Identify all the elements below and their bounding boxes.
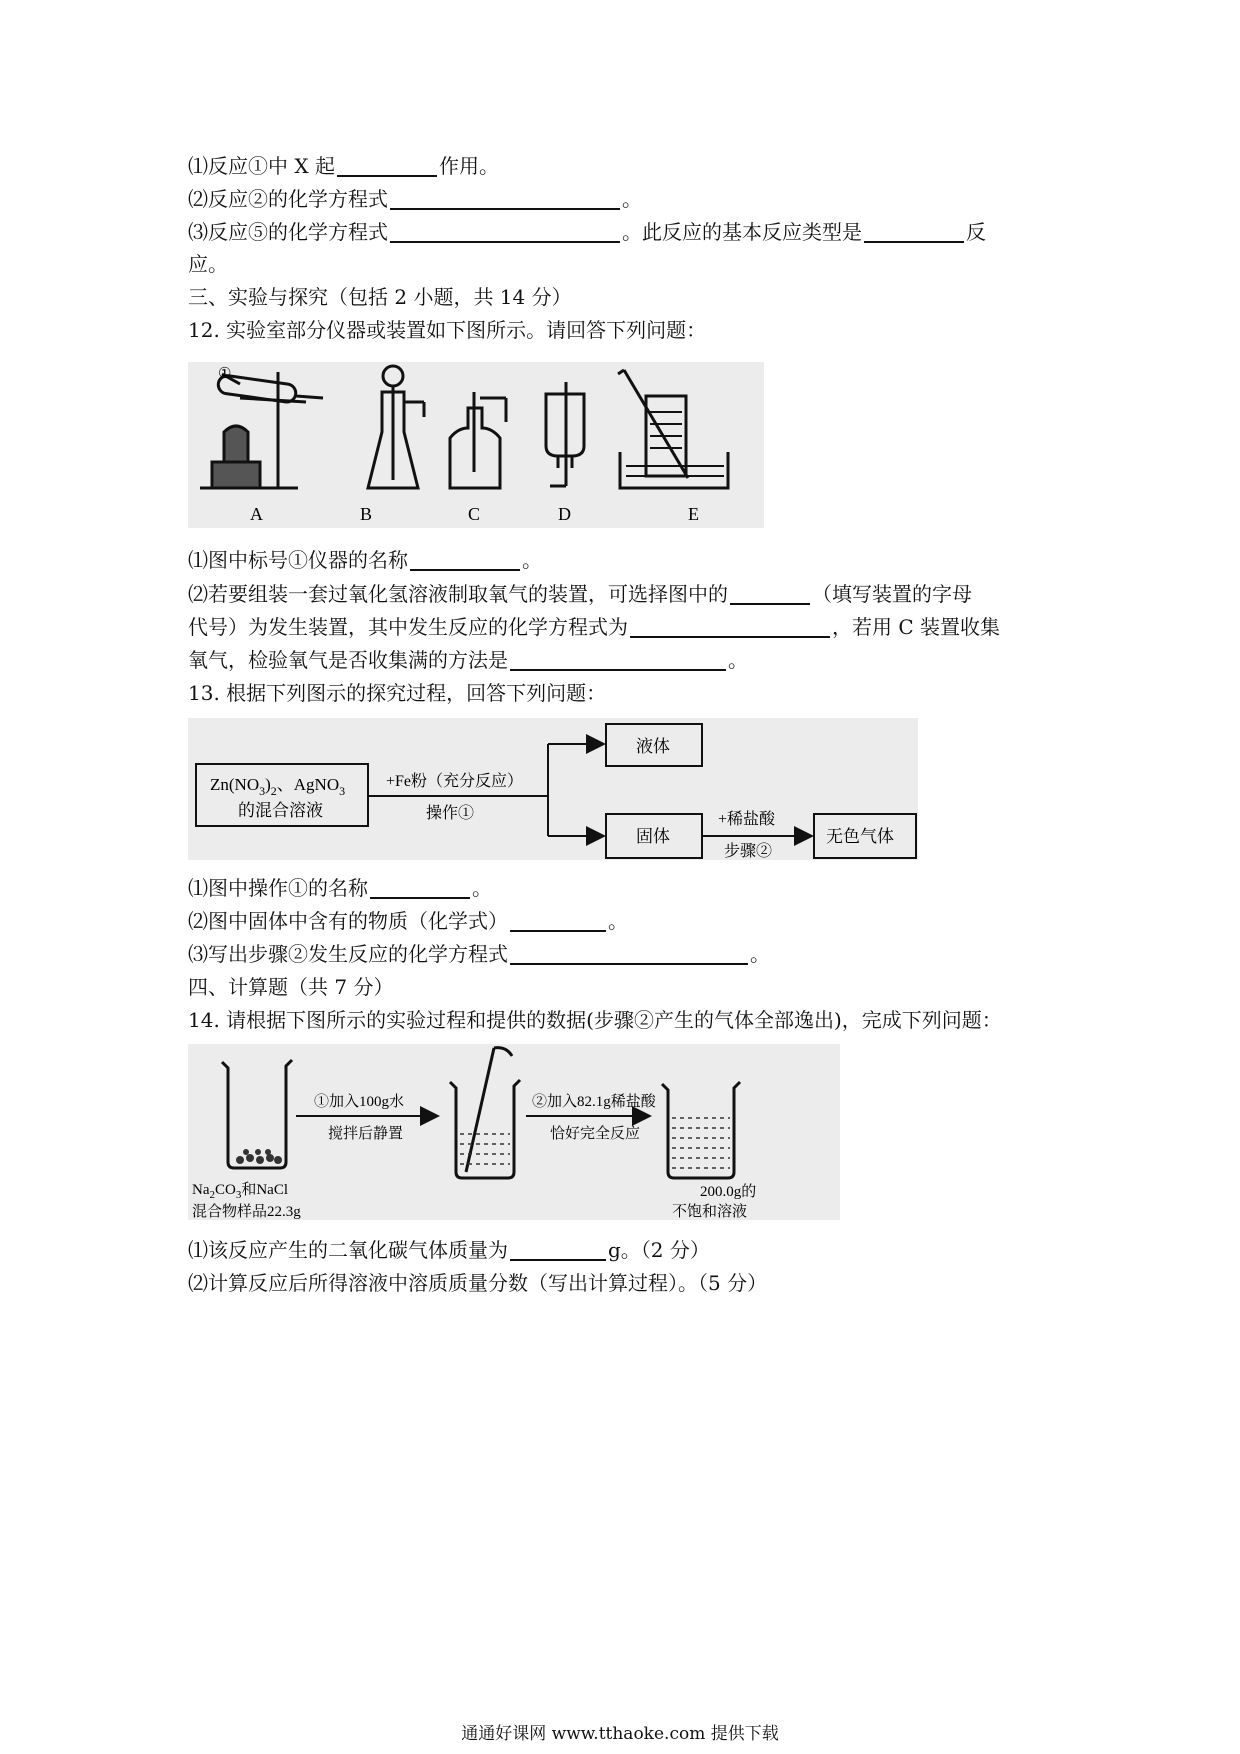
step2-label-bottom: 恰好完全反应 xyxy=(550,1126,641,1142)
q12-part1-end: 。 xyxy=(522,548,542,572)
label-a: A xyxy=(250,504,263,524)
q12-part2-text: ⑵若要组装一套过氧化氢溶液制取氧气的装置，可选择图中的 xyxy=(188,582,728,606)
q12-marker: ① xyxy=(218,366,232,382)
q14-part1-text: ⑴该反应产生的二氧化碳气体质量为 xyxy=(188,1238,508,1262)
q11-part1-end: 作用。 xyxy=(438,154,499,178)
start-box-line2: 的混合溶液 xyxy=(238,801,323,820)
q11-part3 xyxy=(188,216,1068,248)
q12-stem: 12. 实验室部分仪器或装置如下图所示。请回答下列问题： xyxy=(188,318,707,342)
answer-blank[interactable] xyxy=(510,908,606,932)
q12-part2-cont2 xyxy=(188,644,1068,676)
q11-part1 xyxy=(188,150,1068,182)
q12-part2-cont2-end: 。 xyxy=(728,648,748,672)
answer-blank[interactable] xyxy=(510,1237,606,1261)
step2-label-top: ②加入82.1g稀盐酸 xyxy=(532,1094,656,1110)
q14-stem: 14. 请根据下图所示的实验过程和提供的数据(步骤②产生的气体全部逸出)，完成下列问题： xyxy=(188,1008,1002,1032)
q14-part1 xyxy=(188,1234,1068,1266)
arrow2-label-bottom: 步骤② xyxy=(724,843,773,860)
q12-part2 xyxy=(188,578,1068,610)
q13-part3 xyxy=(188,938,1068,970)
gas-box-label: 无色气体 xyxy=(826,827,894,846)
q13-part2 xyxy=(188,905,1068,937)
q12-part2-cont xyxy=(188,611,1068,643)
page-footer: 通通好课网 www.tthaoke.com 提供下载 xyxy=(461,1724,779,1744)
q12-apparatus-figure xyxy=(188,362,764,528)
q11-part2 xyxy=(188,183,1068,215)
q12-part2-cont-text: 代号）为发生装置，其中发生反应的化学方程式为 xyxy=(188,615,628,639)
arrow1-label-top: +Fe粉（充分反应） xyxy=(386,773,524,790)
step1-label-bottom: 搅拌后静置 xyxy=(328,1126,404,1142)
q11-part2-text: ⑵反应②的化学方程式 xyxy=(188,187,388,211)
q12-part2-cont2-text: 氧气，检验氧气是否收集满的方法是 xyxy=(188,648,508,672)
q11-part3-cont xyxy=(188,248,1068,280)
q12-part1 xyxy=(188,544,1068,576)
answer-blank[interactable] xyxy=(390,219,620,243)
q12-part2-cont-end: ，若用 C 装置收集 xyxy=(832,615,1001,639)
label-d: D xyxy=(558,504,571,524)
sample-label-line1: $Na_2CO_3$和NaCl xyxy=(192,1182,289,1201)
arrow1-label-bottom: 操作① xyxy=(426,805,475,822)
q13-part1 xyxy=(188,872,1068,904)
answer-blank[interactable] xyxy=(730,581,810,605)
q14-part2: ⑵计算反应后所得溶液中溶质质量分数（写出计算过程）。（5 分） xyxy=(188,1271,768,1295)
start-box-line1: $Zn(NO_3)_2$、AgNO$_3$ xyxy=(210,775,346,798)
q13-part1-text: ⑴图中操作①的名称 xyxy=(188,876,368,900)
answer-blank[interactable] xyxy=(370,875,470,899)
q12-part2-end: （填写装置的字母 xyxy=(812,582,972,606)
answer-blank[interactable] xyxy=(410,547,520,571)
q11-part3-cont-text: 应。 xyxy=(188,252,228,276)
step1-label-top: ①加入100g水 xyxy=(314,1094,405,1110)
label-c: C xyxy=(468,504,481,524)
section-4-heading: 四、计算题（共 7 分） xyxy=(188,975,394,999)
q13-part3-text: ⑶写出步骤②发生反应的化学方程式 xyxy=(188,942,508,966)
q13-part1-end: 。 xyxy=(472,876,492,900)
arrow2-label-top: +稀盐酸 xyxy=(718,811,776,828)
label-b: B xyxy=(360,504,373,524)
answer-blank[interactable] xyxy=(510,647,726,671)
label-e: E xyxy=(688,504,699,524)
q11-part3-end: 反 xyxy=(966,220,986,244)
liquid-box-label: 液体 xyxy=(636,737,670,756)
q13-part2-end: 。 xyxy=(608,909,628,933)
q14-part1-end: g。（2 分） xyxy=(608,1238,710,1262)
q12-part1-text: ⑴图中标号①仪器的名称 xyxy=(188,548,408,572)
q11-part3-text: ⑶反应⑤的化学方程式 xyxy=(188,220,388,244)
answer-blank[interactable] xyxy=(630,614,830,638)
sample-label-line2: 混合物样品22.3g xyxy=(192,1204,301,1220)
q11-part3-mid: 。此反应的基本反应类型是 xyxy=(622,220,862,244)
q13-flow-diagram xyxy=(188,718,918,860)
answer-blank[interactable] xyxy=(390,186,620,210)
section-3-heading: 三、实验与探究（包括 2 小题，共 14 分） xyxy=(188,285,572,309)
q11-part2-end: 。 xyxy=(622,187,642,211)
q14-experiment-figure xyxy=(188,1044,840,1220)
answer-blank[interactable] xyxy=(337,153,437,177)
q13-part2-text: ⑵图中固体中含有的物质（化学式） xyxy=(188,909,508,933)
q11-part1-text: ⑴反应①中 X 起 xyxy=(188,154,335,178)
q13-stem: 13. 根据下列图示的探究过程，回答下列问题： xyxy=(188,681,607,705)
result-label-line1: 200.0g的 xyxy=(700,1184,757,1200)
solid-box-label: 固体 xyxy=(636,827,670,846)
answer-blank[interactable] xyxy=(864,219,964,243)
result-label-line2: 不饱和溶液 xyxy=(672,1204,748,1220)
answer-blank[interactable] xyxy=(510,941,748,965)
q13-part3-end: 。 xyxy=(750,942,770,966)
